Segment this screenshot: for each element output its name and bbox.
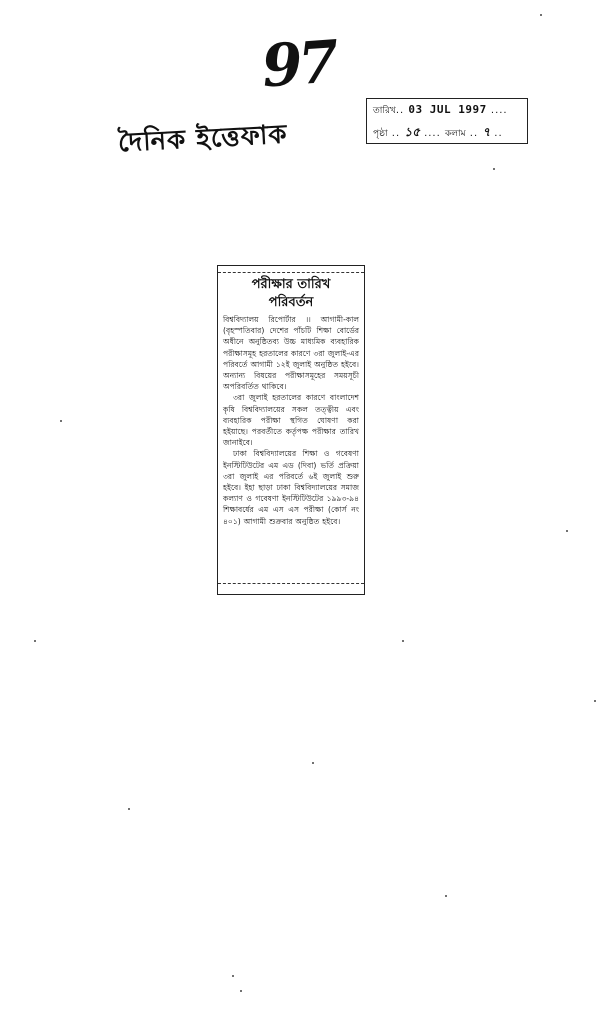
headline-line-2: পরিবর্তন (268, 295, 314, 310)
scan-speck (60, 420, 62, 422)
stamp-page-row: পৃষ্ঠা .. ১৫ .... কলাম .. ৭ .. (373, 125, 503, 139)
stamp-page-value: ১৫ (404, 125, 420, 139)
article-headline (224, 276, 358, 312)
stamp-column-label: কলাম (444, 129, 466, 139)
scan-speck (402, 640, 404, 642)
date-stamp (366, 98, 528, 144)
stamp-date-value: 03 JUL 1997 (408, 103, 487, 116)
scan-speck (594, 700, 596, 702)
headline-line-1: পরীক্ষার তারিখ (251, 277, 331, 292)
scan-speck (34, 640, 36, 642)
stamp-date-label: তারিখ (373, 106, 396, 116)
article-paragraph-2: ৩রা জুলাই হরতালের কারণে বাংলাদেশ কৃষি বিশ্ববিদ্যালয়ের সকল তত্ত্বীয় এবং ব্যবহারিক পরীক্ষা স্থগিত ঘোষণা করা হইয়াছে। পরবর্তীতে কর্তৃপক্ষ পরীক্ষার তারিখ জানাইবে। (223, 393, 359, 448)
newspaper-clipping (217, 265, 365, 595)
scan-speck (240, 990, 242, 992)
handwritten-file-number: 97 (259, 27, 338, 101)
stamp-column-value: ৭ (482, 125, 491, 139)
scan-speck (312, 762, 314, 764)
clipping-torn-edge (218, 583, 364, 594)
scan-speck (540, 14, 542, 16)
scan-speck (566, 530, 568, 532)
newspaper-name: দৈনিক ইত্তেফাক (117, 119, 289, 159)
scan-speck (232, 975, 234, 977)
scan-speck (128, 808, 130, 810)
clipping-top-edge (218, 266, 364, 273)
stamp-date-row: তারিখ.. 03 JUL 1997 .... (373, 103, 508, 116)
stamp-page-label: পৃষ্ঠা (373, 129, 388, 139)
scan-speck (445, 895, 447, 897)
article-paragraph-3: ঢাকা বিশ্ববিদ্যালয়ের শিক্ষা ও গবেষণা ইনস্টিটিউটের এম এড (দিবা) ভর্তি প্রক্রিয়া ৩রা জুলাই এর পরিবর্তে ৬ই জুলাই শুরু হইবে। ইহা ছাড়া ঢাকা বিশ্ববিদ্যালয়ের সমাজ কল্যাণ ও গবেষণা ইনস্টিটিউটের ১৯৯৩-৯৪ শিক্ষাবর্ষের এম এস এস পরীক্ষা (কোর্স নং ৪০১) আগামী শুক্রবার অনুষ্ঠিত হইবে। (223, 449, 359, 526)
scan-speck (493, 168, 495, 170)
article-paragraph-1: বিশ্ববিদ্যালয় রিপোর্টার ।। আগামী-কাল (বৃহস্পতিবার) দেশের পাঁচটি শিক্ষা বোর্ডের অধীনে অনুষ্ঠিতব্য উচ্চ মাধ্যমিক ব্যবহারিক পরীক্ষাসমূহ হরতালের কারণে ৩রা জুলাই-এর পরিবর্তে আগামী ১২ই জুলাই অনুষ্ঠিত হইবে। অন্যান্য বিষয়ের পরীক্ষাসমূহের সময়সূচী অপরিবর্তিত থাকিবে। (223, 315, 359, 392)
